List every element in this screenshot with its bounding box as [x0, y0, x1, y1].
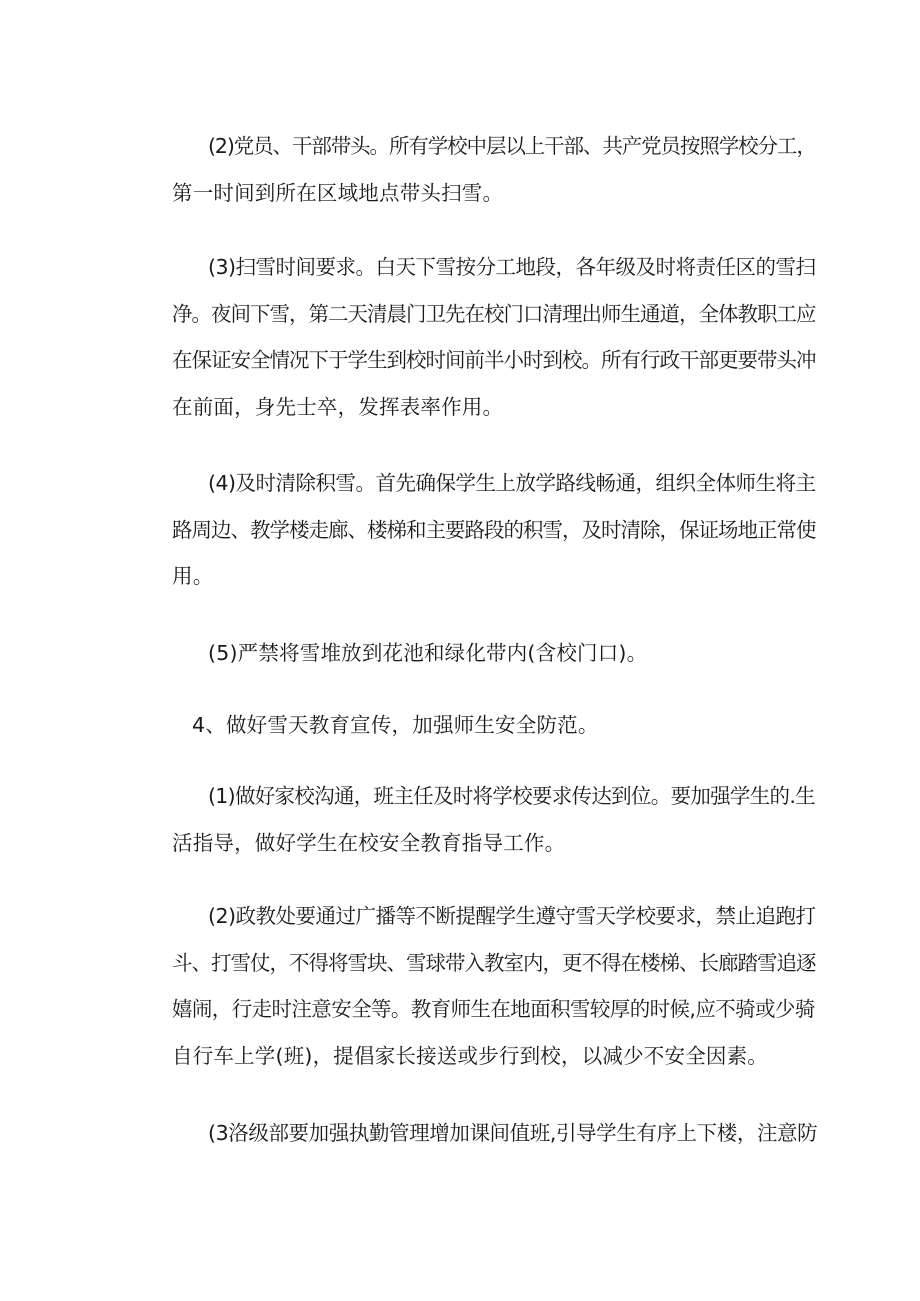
text-line: (4)及时清除积雪。首先确保学生上放学路线畅通，组织全体师生将主 — [208, 471, 816, 495]
text-line: (3洛级部要加强执勤管理增加课间值班,引导学生有序上下楼，注意防 — [208, 1121, 818, 1145]
text-line: (2)党员、干部带头。所有学校中层以上干部、共产党员按照学校分工， — [208, 134, 816, 158]
text-line: 第一时间到所在区域地点带头扫雪。 — [172, 180, 504, 205]
text-line: (5)严禁将雪堆放到花池和绿化带内(含校门口)。 — [208, 641, 648, 665]
paragraph-party-members — [136, 123, 816, 216]
text-line: (3)扫雪时间要求。白天下雪按分工地段，各年级及时将责任区的雪扫 — [208, 255, 816, 279]
paragraph-no-piling — [136, 630, 816, 677]
text-line: 自行车上学(班)，提倡家长接送或步行到校，以减少不安全因素。 — [172, 1043, 768, 1068]
text-line: 嬉闹，行走时注意安全等。教育师生在地面积雪较厚的时候,应不骑或少骑 — [172, 997, 815, 1021]
paragraph-political-office — [136, 893, 816, 1079]
paragraph-home-school — [136, 773, 816, 866]
text-line: 斗、打雪仗，不得将雪块、雪球带入教室内，更不得在楼梯、长廊踏雪追逐 — [172, 950, 816, 975]
text-line: 净。夜间下雪，第二天清晨门卫先在校门口清理出师生通道，全体教职工应 — [172, 301, 816, 326]
text-line: 4、做好雪天教育宣传，加强师生安全防范。 — [192, 713, 599, 737]
section-heading-4 — [136, 702, 816, 749]
text-line: 用。 — [172, 564, 214, 588]
text-line: 活指导，做好学生在校安全教育指导工作。 — [172, 830, 566, 855]
text-line: (1)做好家校沟通，班主任及时将学校要求传达到位。要加强学生的.生 — [208, 784, 815, 808]
text-line: (2)政教处要通过广播等不断提醒学生遵守雪天学校要求，禁止追跑打 — [208, 904, 816, 928]
text-line: 在保证安全情况下于学生到校时间前半小时到校。所有行政干部更要带头冲 — [172, 348, 816, 372]
text-line: 路周边、教学楼走廊、楼梯和主要路段的积雪，及时清除，保证场地正常使 — [172, 517, 816, 542]
paragraph-grade-duty — [136, 1110, 816, 1157]
text-line: 在前面，身先士卒，发挥表率作用。 — [172, 394, 504, 419]
paragraph-clear-snow — [136, 460, 816, 600]
paragraph-sweeping-time — [136, 244, 816, 430]
